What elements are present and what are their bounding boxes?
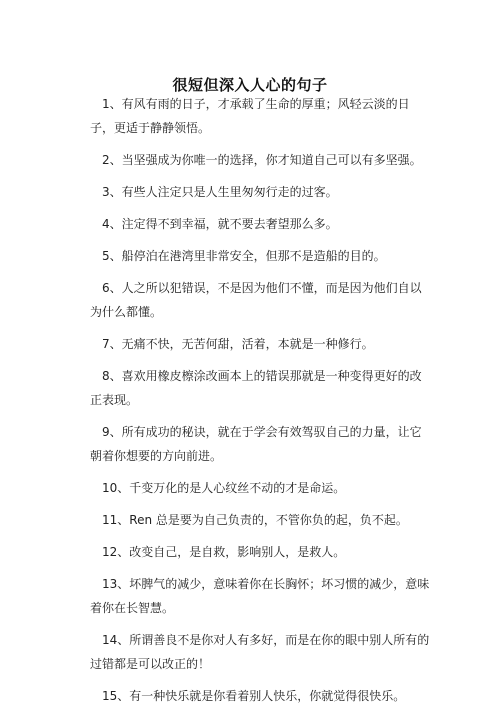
sentence-item: 1、有风有雨的日子，才承载了生命的厚重；风轻云淡的日子，更适于静静领悟。: [90, 97, 410, 135]
sentence-item: 5、船停泊在港湾里非常安全，但那不是造船的目的。: [102, 249, 386, 263]
sentence-item: 3、有些人注定只是人生里匆匆行走的过客。: [102, 185, 338, 199]
sentence-item: 10、千变万化的是人心纹丝不动的才是命运。: [102, 481, 346, 495]
sentence-item: 13、坏脾气的减少，意味着你在长胸怀；坏习惯的减少，意味着你在长智慧。: [90, 577, 430, 615]
sentence-item: 15、有一种快乐就是你看着别人快乐，你就觉得很快乐。: [102, 689, 406, 703]
sentence-item: 4、注定得不到幸福，就不要去奢望那么多。: [102, 217, 338, 231]
sentence-list: [90, 92, 430, 716]
document-title: 很短但深入人心的句子: [172, 76, 328, 94]
sentence-item: 8、喜欢用橡皮檫涂改画本上的错误那就是一种变得更好的改正表现。: [90, 369, 422, 407]
sentence-item: 14、所谓善良不是你对人有多好，而是在你的眼中别人所有的过错都是可以改正的！: [90, 633, 430, 671]
sentence-item: 11、Ren 总是要为自己负责的，不管你负的起，负不起。: [102, 513, 408, 527]
sentence-item: 6、人之所以犯错误，不是因为他们不懂，而是因为他们自以为什么都懂。: [90, 281, 422, 319]
sentence-item: 2、当坚强成为你唯一的选择，你才知道自己可以有多坚强。: [102, 153, 422, 167]
sentence-item: 9、所有成功的秘诀，就在于学会有效驾驭自己的力量，让它朝着你想要的方向前进。: [90, 425, 422, 463]
sentence-item: 12、改变自己，是自救，影响别人，是救人。: [102, 545, 346, 559]
sentence-item: 7、无痛不快，无苦何甜，活着，本就是一种修行。: [102, 337, 374, 351]
